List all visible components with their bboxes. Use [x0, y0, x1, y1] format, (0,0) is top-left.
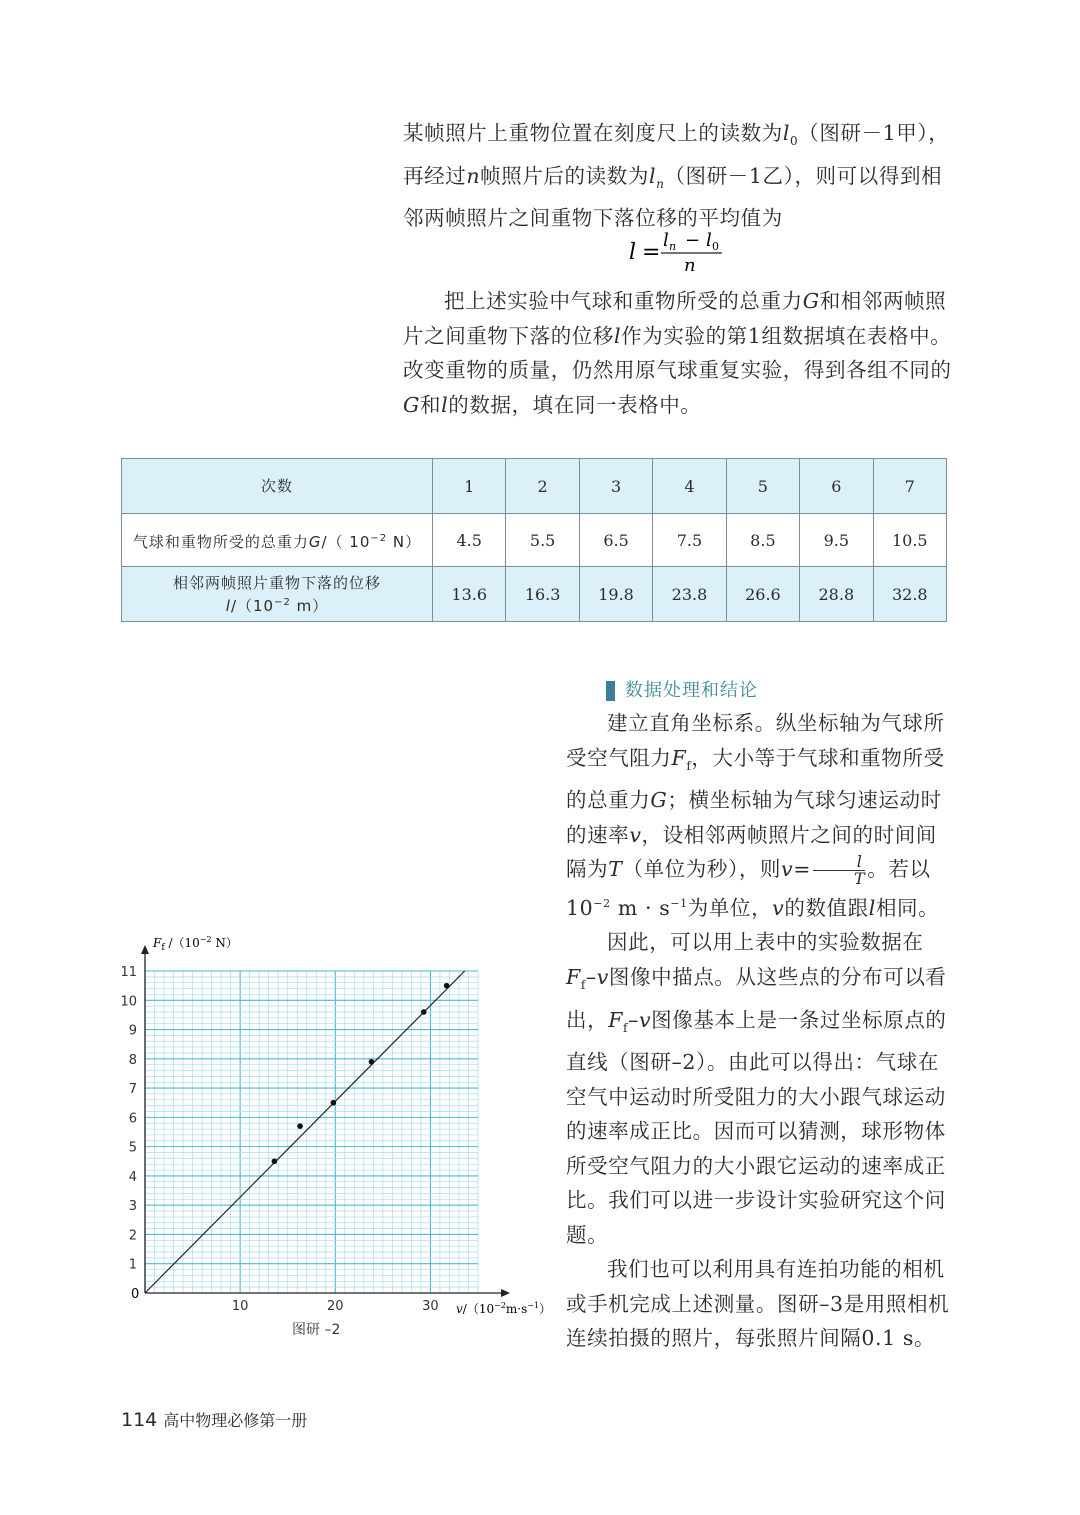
- data-point: [272, 1158, 278, 1164]
- formula-den: n: [684, 255, 696, 274]
- y-tick-label: 1: [128, 1257, 137, 1273]
- book-title: 高中物理必修第一册: [163, 1411, 308, 1430]
- x-tick-label: 30: [422, 1299, 439, 1314]
- y-tick-label: 9: [128, 1023, 137, 1039]
- table-cell: 6.5: [579, 514, 652, 567]
- experiment-paragraph: 把上述实验中气球和重物所受的总重力G和相邻两帧照片之间重物下落的位移l作为实验的第1组数据填在表格中。改变重物的质量，仍然用原气球重复实验，得到各组不同的G和l的数据，填在同一表格中。: [403, 289, 952, 417]
- average-displacement-formula: [0, 228, 1080, 274]
- y-axis-label: $F_f$ $/(10^{-2}$ N）: [153, 935, 238, 953]
- conclusion-paragraph-3: 我们也可以利用具有连拍功能的相机或手机完成上述测量。图研–3是用照相机连续拍摄的照片，每张照片间隔0.1 s。: [566, 1257, 950, 1351]
- table-cell: 26.6: [726, 567, 799, 622]
- data-point: [444, 983, 450, 989]
- table-cell: 32.8: [873, 567, 946, 622]
- y-tick-label: 4: [128, 1169, 137, 1185]
- origin-label: 0: [131, 1287, 140, 1302]
- x-tick-label: 10: [231, 1299, 249, 1314]
- intro-line-1: 某帧照片上重物位置在刻度尺上的读数为$l_0$（图研－1甲），: [403, 121, 950, 149]
- data-point: [369, 1059, 375, 1065]
- y-axis-arrow-icon: [141, 945, 149, 954]
- ff-v-graph: [110, 930, 550, 1319]
- x-axis-arrow-icon: [501, 1289, 510, 1297]
- table-cell: 8.5: [726, 514, 799, 567]
- formula-num-a: l: [663, 230, 669, 251]
- data-point: [421, 1009, 427, 1015]
- intro-line-2: 再经过n帧照片后的读数为$l_n$（图研－1乙），则可以得到相: [403, 163, 943, 191]
- data-table: [121, 458, 947, 622]
- intro-paragraph: [403, 116, 953, 236]
- table-cell: 4.5: [433, 514, 506, 567]
- intro-line-3: 邻两帧照片之间重物下落位移的平均值为: [403, 206, 783, 231]
- table-cell: 6: [800, 459, 873, 514]
- conclusion-paragraph-2: 因此，可以用上表中的实验数据在$F_f-v$图像中描点。从这些点的分布可以看出，$F_f-v$图像基本上是一条过坐标原点的直线（图研–2）。由此可以得出：气球在空气中运动时所受阻力的大小跟气球运动的速率成正比。因而可以猜测，球形物体所受空气阻力的大小跟它运动的速率成正比。我们可以进一步设计实验研究这个问题。: [566, 930, 947, 1247]
- x-tick-label: 20: [327, 1299, 344, 1314]
- table-cell: 3: [579, 459, 652, 514]
- table-row-gravity: [122, 514, 947, 567]
- x-axis-label: $v/(10^{-2}m\cdot s^{-1})$: [456, 1301, 550, 1315]
- y-tick-label: 3: [128, 1199, 137, 1215]
- formula-eq: =: [642, 240, 661, 265]
- section-heading: 数据处理和结论: [606, 676, 758, 706]
- formula-num-b-sub: 0: [712, 240, 719, 253]
- y-tick-label: 2: [128, 1228, 137, 1244]
- y-tick-label: 10: [120, 994, 137, 1010]
- formula-lhs: l: [629, 240, 637, 265]
- table-header-displacement: 相邻两帧照片重物下落的位移 $l/(10^{-2}$ m）: [122, 567, 433, 622]
- formula-minus: −: [685, 230, 701, 251]
- heading-bar-icon: [606, 681, 615, 701]
- table-cell: 23.8: [653, 567, 726, 622]
- chart-svg: [110, 930, 550, 1315]
- table-cell: 1: [433, 459, 506, 514]
- figure-caption: 图研 –2: [292, 1322, 341, 1338]
- table-cell: 7: [873, 459, 946, 514]
- table-header-gravity: 气球和重物所受的总重力G/（ $10^{-2}$ N）: [122, 514, 433, 567]
- data-point: [297, 1123, 303, 1129]
- y-tick-label: 8: [128, 1052, 137, 1068]
- table-header-trials: 次数: [122, 459, 433, 514]
- formula-num-b: l: [706, 230, 712, 251]
- table-cell: 10.5: [873, 514, 946, 567]
- table-cell: 19.8: [579, 567, 652, 622]
- y-tick-label: 11: [120, 965, 137, 980]
- table-cell: 7.5: [653, 514, 726, 567]
- table-cell: 2: [506, 459, 579, 514]
- table-cell: 4: [653, 459, 726, 514]
- page-number: 114: [121, 1409, 158, 1431]
- table-cell: 9.5: [800, 514, 873, 567]
- conclusion-text: [566, 706, 952, 1356]
- table-cell: 13.6: [433, 567, 506, 622]
- table-row-trials: [122, 459, 947, 514]
- y-tick-label: 7: [128, 1082, 137, 1098]
- page-footer: [121, 1408, 307, 1431]
- table-cell: 28.8: [800, 567, 873, 622]
- fit-line: [145, 971, 465, 1293]
- table-cell: 5.5: [506, 514, 579, 567]
- data-point: [331, 1100, 337, 1106]
- y-tick-label: 5: [128, 1140, 137, 1156]
- table-row-displacement: [122, 567, 947, 622]
- formula-num-a-sub: n: [669, 240, 677, 253]
- y-tick-label: 6: [128, 1111, 137, 1127]
- conclusion-paragraph-1: 建立直角坐标系。纵坐标轴为气球所受空气阻力$F_f$，大小等于气球和重物所受的总重力G；横坐标轴为气球匀速运动时的速率v，设相邻两帧照片之间的时间间隔为T（单位为秒），则v= $\frac{l}{T}$ 。若以$10^{-2}$ $m \cdot s^{-1}$为单位，v的数值跟l相同。: [566, 711, 945, 920]
- table-cell: 5: [726, 459, 799, 514]
- table-cell: 16.3: [506, 567, 579, 622]
